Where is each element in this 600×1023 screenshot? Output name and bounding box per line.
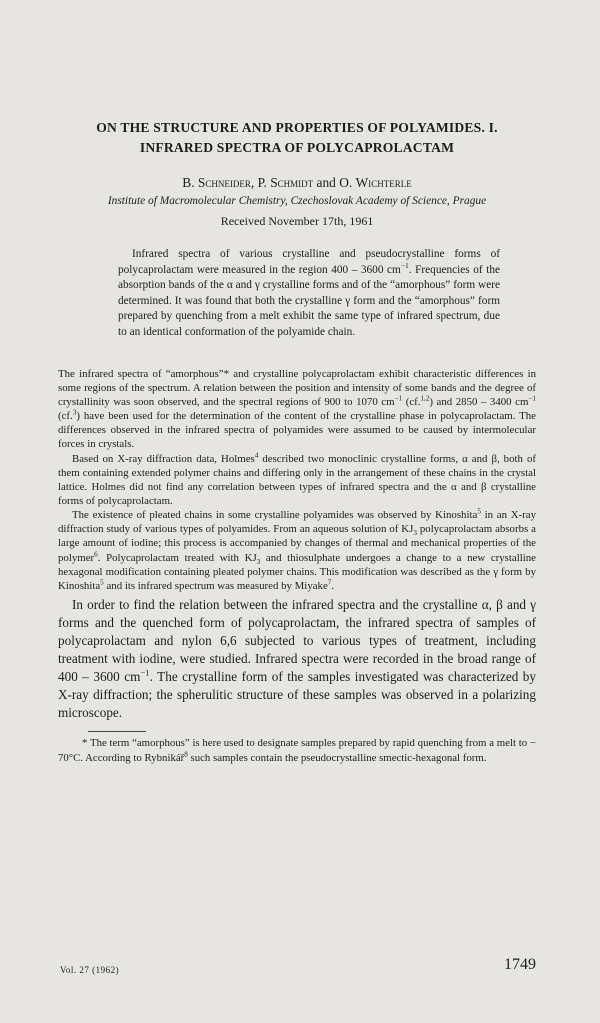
paragraph-4: In order to find the relation between the infrared spectra and the crystalline α, β and γ forms and the quenched form of polycaprolactam, the infrared spectra of samples of polycaprolactam and nylon 6,6 subjected to various types of treatment, including treatment with iodine, were studied. Infrared spectra were recorded in the broad range of 400 – 3600 $cm^{-1}$. The crystalline form of the samples investigated was characterized by X-ray diffraction; the spherulitic structure of these samples was observed in a polarizing microscope. [58,597,536,721]
journal-volume: Vol. 27 (1962) [60,965,120,975]
author-3: O. Wichterle [339,175,412,190]
body-text-small [58,367,536,594]
paragraph-3: The existence of pleated chains in some crystalline polyamides was observed by Kinoshita$^5$ in an X-ray diffraction study of various types of polyamides. From an aqueous solution of $KJ_3$ polycaprolactam absorbs a large amount of iodine; this process is accompanied by changes of thermal and mechanical properties of the polymer$^6$. Polycaprolactam treated with $KJ_3$ and thiosulphate undergoes a change to a new crystalline hexagonal modification containing pleated polymer chains. This modification was described as the γ form by Kinoshita$^5$ and its infrared spectrum was measured by Miyake$^7$. [58,507,537,592]
title-line-2: INFRARED SPECTRA OF POLYCAPROLACTAM [139,140,455,155]
page-footer [58,956,536,978]
paper-title [58,118,536,158]
abstract: Infrared spectra of various crystalline and pseudocrystalline forms of polycaprolactam were measured in the region 400 – 3600 $cm^{-1}$. Frequencies of the absorption bands of the α and γ crystalline forms and of the “amorphous” form were determined. It was found that both the crystalline γ form and the “amorphous” form prepared by quenching from a melt exhibit the same type of infrared spectrum, due to an identical conformation of the polyamide chain. [118,248,500,338]
author-list: B. Schneider, P. Schmidt and O. Wichterle [182,175,412,190]
received-date: Received November 17th, 1961 [220,214,374,228]
author-2: P. Schmidt [257,175,314,190]
paragraph-1: The infrared spectra of “amorphous”* and crystalline polycaprolactam exhibit characteristic differences in some regions of the spectrum. A relation between the position and intensity of some bands and the degree of crystallinity was soon observed, and the spectral regions of 900 to 1070 $cm^{-1}$ (cf.$^{1,2}$) and 2850 – 3400 $cm^{-1}$ (cf.$^3$) have been used for the determination of the content of the crystalline phase in polycaprolactam. The differences observed in the infrared spectra of polyamides were assumed to be caused by intermolecular forces in crystals. [58,367,536,451]
footnote-rule [88,731,146,732]
paragraph-2: Based on X-ray diffraction data, Holmes$^4$ described two monoclinic crystalline forms, α and β, both of them containing extended polymer chains and differing only in the arrangement of these chains in the crystal lattice. Holmes did not find any correlation between types of infrared spectra and the α and β crystalline forms of polycaprolactam. [58,450,537,507]
page-number: 1749 [504,956,536,973]
affiliation: Institute of Macromolecular Chemistry, Czechoslovak Academy of Science, Prague [107,195,487,207]
footnote: * The term “amorphous” is here used to designate samples prepared by rapid quenching from a melt to − 70°C. According to Rybnikář$^8$ such samples contain the pseudocrystalline smectic-hexagonal form. [58,737,536,765]
author-1: B. Schneider [182,175,251,190]
title-line-1: ON THE STRUCTURE AND PROPERTIES OF POLYAMIDES. I. [96,120,498,135]
paper-page [0,118,600,1023]
